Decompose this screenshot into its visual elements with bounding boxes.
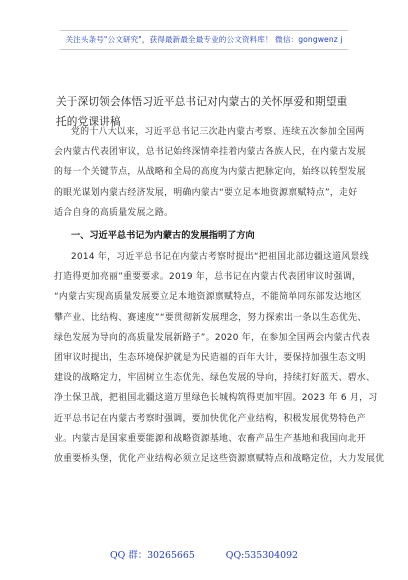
text-line: 业。内蒙古是国家重要能源和战略资源基地、农畜产品生产基地和我国向北开 [54, 433, 366, 444]
text-line: 党的十八大以来，习近平总书记三次赴内蒙古考察、连续五次参加全国两 [71, 127, 365, 137]
page-footer [0, 548, 408, 564]
text-line: 放重要桥头堡，优化产业结构必须立足这些资源禀赋特点和战略定位，大力发展优 [54, 454, 385, 465]
promo-banner: 关注头条号"公文研究"，获得最新最全最专业的公文资料库！ 微信：gongwenz j [60, 30, 348, 50]
document-title: 关于深切领会体悟习近平总书记对内蒙古的关怀厚爱和期望重托的党课讲稿 [56, 96, 348, 128]
text-line: 的每一个关键节点，从战略和全局的高度为内蒙古把脉定向，始终以转型发展 [54, 167, 366, 178]
intro-paragraph [54, 122, 366, 223]
text-line: 打造得更加亮丽”重要要求。2019 年，总书记在内蒙古代表团审议时强调， [54, 272, 362, 283]
text-line: 的眼光谋划内蒙古经济发展，明确内蒙古“要立足本地资源禀赋特点”，走好 [54, 187, 358, 198]
text-line: 近平总书记在内蒙古考察时强调，要加快优化产业结构，积极发展优势特色产 [54, 413, 366, 424]
text-line: 建设的战略定力，牢固树立生态优先、绿色发展的导向，持续打好蓝天、碧水、 [54, 373, 376, 384]
document-body [54, 122, 385, 469]
text-line: 会内蒙古代表团审议，总书记始终深情牵挂着内蒙古各族人民，在内蒙古发展 [54, 147, 366, 158]
qq-number-text: QQ:535304092 [225, 550, 299, 561]
section-heading: 一、习近平总书记为内蒙古的发展指明了方向 [71, 230, 255, 242]
text-line: “内蒙古实现高质量发展要立足本地资源禀赋特点，不能简单同东部发达地区 [54, 292, 362, 303]
section-paragraph [54, 247, 385, 469]
text-line: 攀产业、比结构、赛速度”“要贯彻新发展理念，努力探索出一条以生态优先、 [54, 312, 367, 323]
text-line: 团审议时提出，生态环境保护就是为民造福的百年大计，要保持加强生态文明 [54, 353, 366, 364]
qq-group-text: QQ 群：30265665 [109, 550, 195, 561]
text-line: 适合自身的高质量发展之路。 [54, 207, 174, 218]
text-line: 绿色发展为导向的高质量发展新路子”。2020 年，在参加全国两会内蒙古代表 [54, 332, 371, 343]
text-line: 净土保卫战，把祖国北疆这道万里绿色长城构筑得更加牢固。2023 年 6 月，习 [54, 393, 378, 404]
text-line: 2014 年，习近平总书记在内蒙古考察时提出“把祖国北部边疆这道风景线 [71, 252, 369, 263]
